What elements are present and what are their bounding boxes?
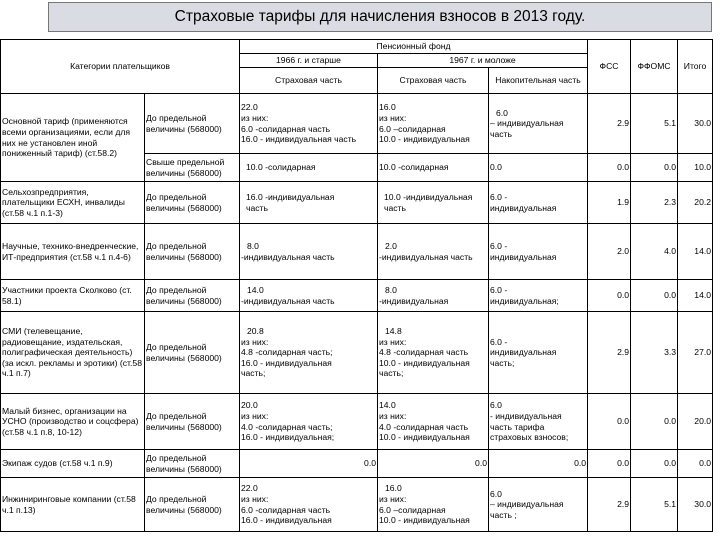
fss-cell: 2.9 — [588, 478, 631, 532]
old-insurance-cell: 0.0 — [240, 450, 378, 478]
fss-cell: 2.9 — [588, 312, 631, 394]
limit-cell: До предельной величины (568000) — [145, 394, 240, 450]
young-insurance-cell: 8.0 -индивидуальная — [378, 280, 489, 312]
header-fss: ФСС — [588, 40, 631, 94]
young-insurance-cell: 10.0 -солидарная — [378, 154, 489, 182]
category-cell: Инжиниринговые компании (ст.58 ч.1 п.13) — [1, 478, 145, 532]
funded-cell: 6.0 - индивидуальная часть; — [489, 312, 588, 394]
table-row — [1, 450, 713, 478]
young-insurance-cell: 14.0 из них: 4.0 -солидарная часть 10.0 - индивидуальная — [378, 394, 489, 450]
fss-cell: 0.0 — [588, 154, 631, 182]
young-insurance-cell: 14.8 из них: 4.8 -солидарная часть 10.0 - индивидуальная часть; — [378, 312, 489, 394]
category-cell: Основной тариф (применяются всеми организациями, если для них не установлен иной пониженный тариф) (ст.58.2) — [1, 94, 145, 182]
ffoms-cell: 0.0 — [631, 394, 678, 450]
old-insurance-cell: 22.0 из них: 6.0 -солидарная часть 16.0 - индивидуальная часть — [240, 94, 378, 154]
tariffs-table — [0, 39, 713, 532]
header-insurance-part-old: Страховая часть — [240, 68, 378, 94]
ffoms-cell: 5.1 — [631, 94, 678, 154]
total-cell: 30.0 — [678, 478, 713, 532]
old-insurance-cell: 20.0 из них: 4.0 -солидарная часть; 16.0 - индивидуальная; — [240, 394, 378, 450]
page-title: Страховые тарифы для начисления взносов в 2013 году. — [48, 2, 712, 32]
total-cell: 0.0 — [678, 450, 713, 478]
ffoms-cell: 4.0 — [631, 224, 678, 280]
total-cell: 14.0 — [678, 280, 713, 312]
funded-cell: 6.0 - индивидуальная; — [489, 280, 588, 312]
ffoms-cell: 0.0 — [631, 450, 678, 478]
funded-cell: 0.0 — [489, 154, 588, 182]
fss-cell: 2.0 — [588, 224, 631, 280]
limit-cell: До предельной величины (568000) — [145, 224, 240, 280]
old-insurance-cell: 22.0 из них: 6.0 -солидарная часть 16.0 - индивидуальная — [240, 478, 378, 532]
young-insurance-cell: 2.0 -индивидуальная часть — [378, 224, 489, 280]
header-insurance-part-young: Страховая часть — [378, 68, 489, 94]
funded-cell: 6.0 - индивидуальная часть тарифа страховых взносов; — [489, 394, 588, 450]
old-insurance-cell: 20.8 из них: 4.8 -солидарная часть; 16.0 - индивидуальная часть; — [240, 312, 378, 394]
table-row — [1, 182, 713, 224]
header-ffoms: ФФОМС — [631, 40, 678, 94]
funded-cell: 6.0 – индивидуальная часть ; — [489, 478, 588, 532]
limit-cell: До предельной величины (568000) — [145, 94, 240, 154]
ffoms-cell: 3.3 — [631, 312, 678, 394]
old-insurance-cell: 10.0 -солидарная — [240, 154, 378, 182]
total-cell: 30.0 — [678, 94, 713, 154]
header-born-1966: 1966 г. и старше — [240, 54, 378, 68]
limit-cell: До предельной величины (568000) — [145, 450, 240, 478]
header-category: Категории плательщиков — [1, 40, 240, 94]
fss-cell: 1.9 — [588, 182, 631, 224]
funded-cell: 6.0 - индивидуальная — [489, 182, 588, 224]
limit-cell: Свыше предельной величины (568000) — [145, 154, 240, 182]
table-row — [1, 394, 713, 450]
old-insurance-cell: 14.0 -индивидуальная часть — [240, 280, 378, 312]
category-cell: Сельхозпредприятия, плательщики ЕСХН, инвалиды (ст.58 ч.1 п.1-3) — [1, 182, 145, 224]
table-row — [1, 224, 713, 280]
category-cell: Экипаж судов (ст.58 ч.1 п.9) — [1, 450, 145, 478]
young-insurance-cell: 16.0 из них: 6.0 –солидарная 10.0 - индивидуальная — [378, 94, 489, 154]
table-row — [1, 478, 713, 532]
young-insurance-cell: 10.0 -индивидуальная часть — [378, 182, 489, 224]
fss-cell: 0.0 — [588, 280, 631, 312]
header-funded-part: Накопительная часть — [489, 68, 588, 94]
category-cell: Научные, технико-внедренческие, ИТ-предприятия (ст.58 ч.1 п.4-6) — [1, 224, 145, 280]
old-insurance-cell: 16.0 -индивидуальная часть — [240, 182, 378, 224]
table-row — [1, 312, 713, 394]
ffoms-cell: 2.3 — [631, 182, 678, 224]
limit-cell: До предельной величины (568000) — [145, 478, 240, 532]
funded-cell: 6.0 - индивидуальная — [489, 224, 588, 280]
limit-cell: До предельной величины (568000) — [145, 182, 240, 224]
fss-cell: 2.9 — [588, 94, 631, 154]
young-insurance-cell: 0.0 — [378, 450, 489, 478]
total-cell: 20.0 — [678, 394, 713, 450]
ffoms-cell: 5.1 — [631, 478, 678, 532]
limit-cell: До предельной величины (568000) — [145, 312, 240, 394]
old-insurance-cell: 8.0 -индивидуальная часть — [240, 224, 378, 280]
limit-cell: До предельной величины (568000) — [145, 280, 240, 312]
table-row — [1, 280, 713, 312]
category-cell: СМИ (телевещание, радиовещание, издательская, полиграфическая деятельность) (за искл. рекламы и эротики) (ст.58 ч.1 п.7) — [1, 312, 145, 394]
header-pension-fund: Пенсионный фонд — [240, 40, 588, 54]
young-insurance-cell: 16.0 из них: 6.0 –солидарная 10.0 - индивидуальная — [378, 478, 489, 532]
table-row — [1, 94, 713, 154]
total-cell: 14.0 — [678, 224, 713, 280]
total-cell: 20.2 — [678, 182, 713, 224]
category-cell: Малый бизнес, организации на УСНО (производство и соцсфера) (ст.58 ч.1 п.8, 10-12) — [1, 394, 145, 450]
total-cell: 10.0 — [678, 154, 713, 182]
header-total: Итого — [678, 40, 713, 94]
funded-cell: 6.0 – индивидуальная часть — [489, 94, 588, 154]
header-born-1967: 1967 г. и моложе — [378, 54, 588, 68]
fss-cell: 0.0 — [588, 394, 631, 450]
funded-cell: 0.0 — [489, 450, 588, 478]
fss-cell: 0.0 — [588, 450, 631, 478]
ffoms-cell: 0.0 — [631, 154, 678, 182]
category-cell: Участники проекта Сколково (ст. 58.1) — [1, 280, 145, 312]
ffoms-cell: 0.0 — [631, 280, 678, 312]
total-cell: 27.0 — [678, 312, 713, 394]
